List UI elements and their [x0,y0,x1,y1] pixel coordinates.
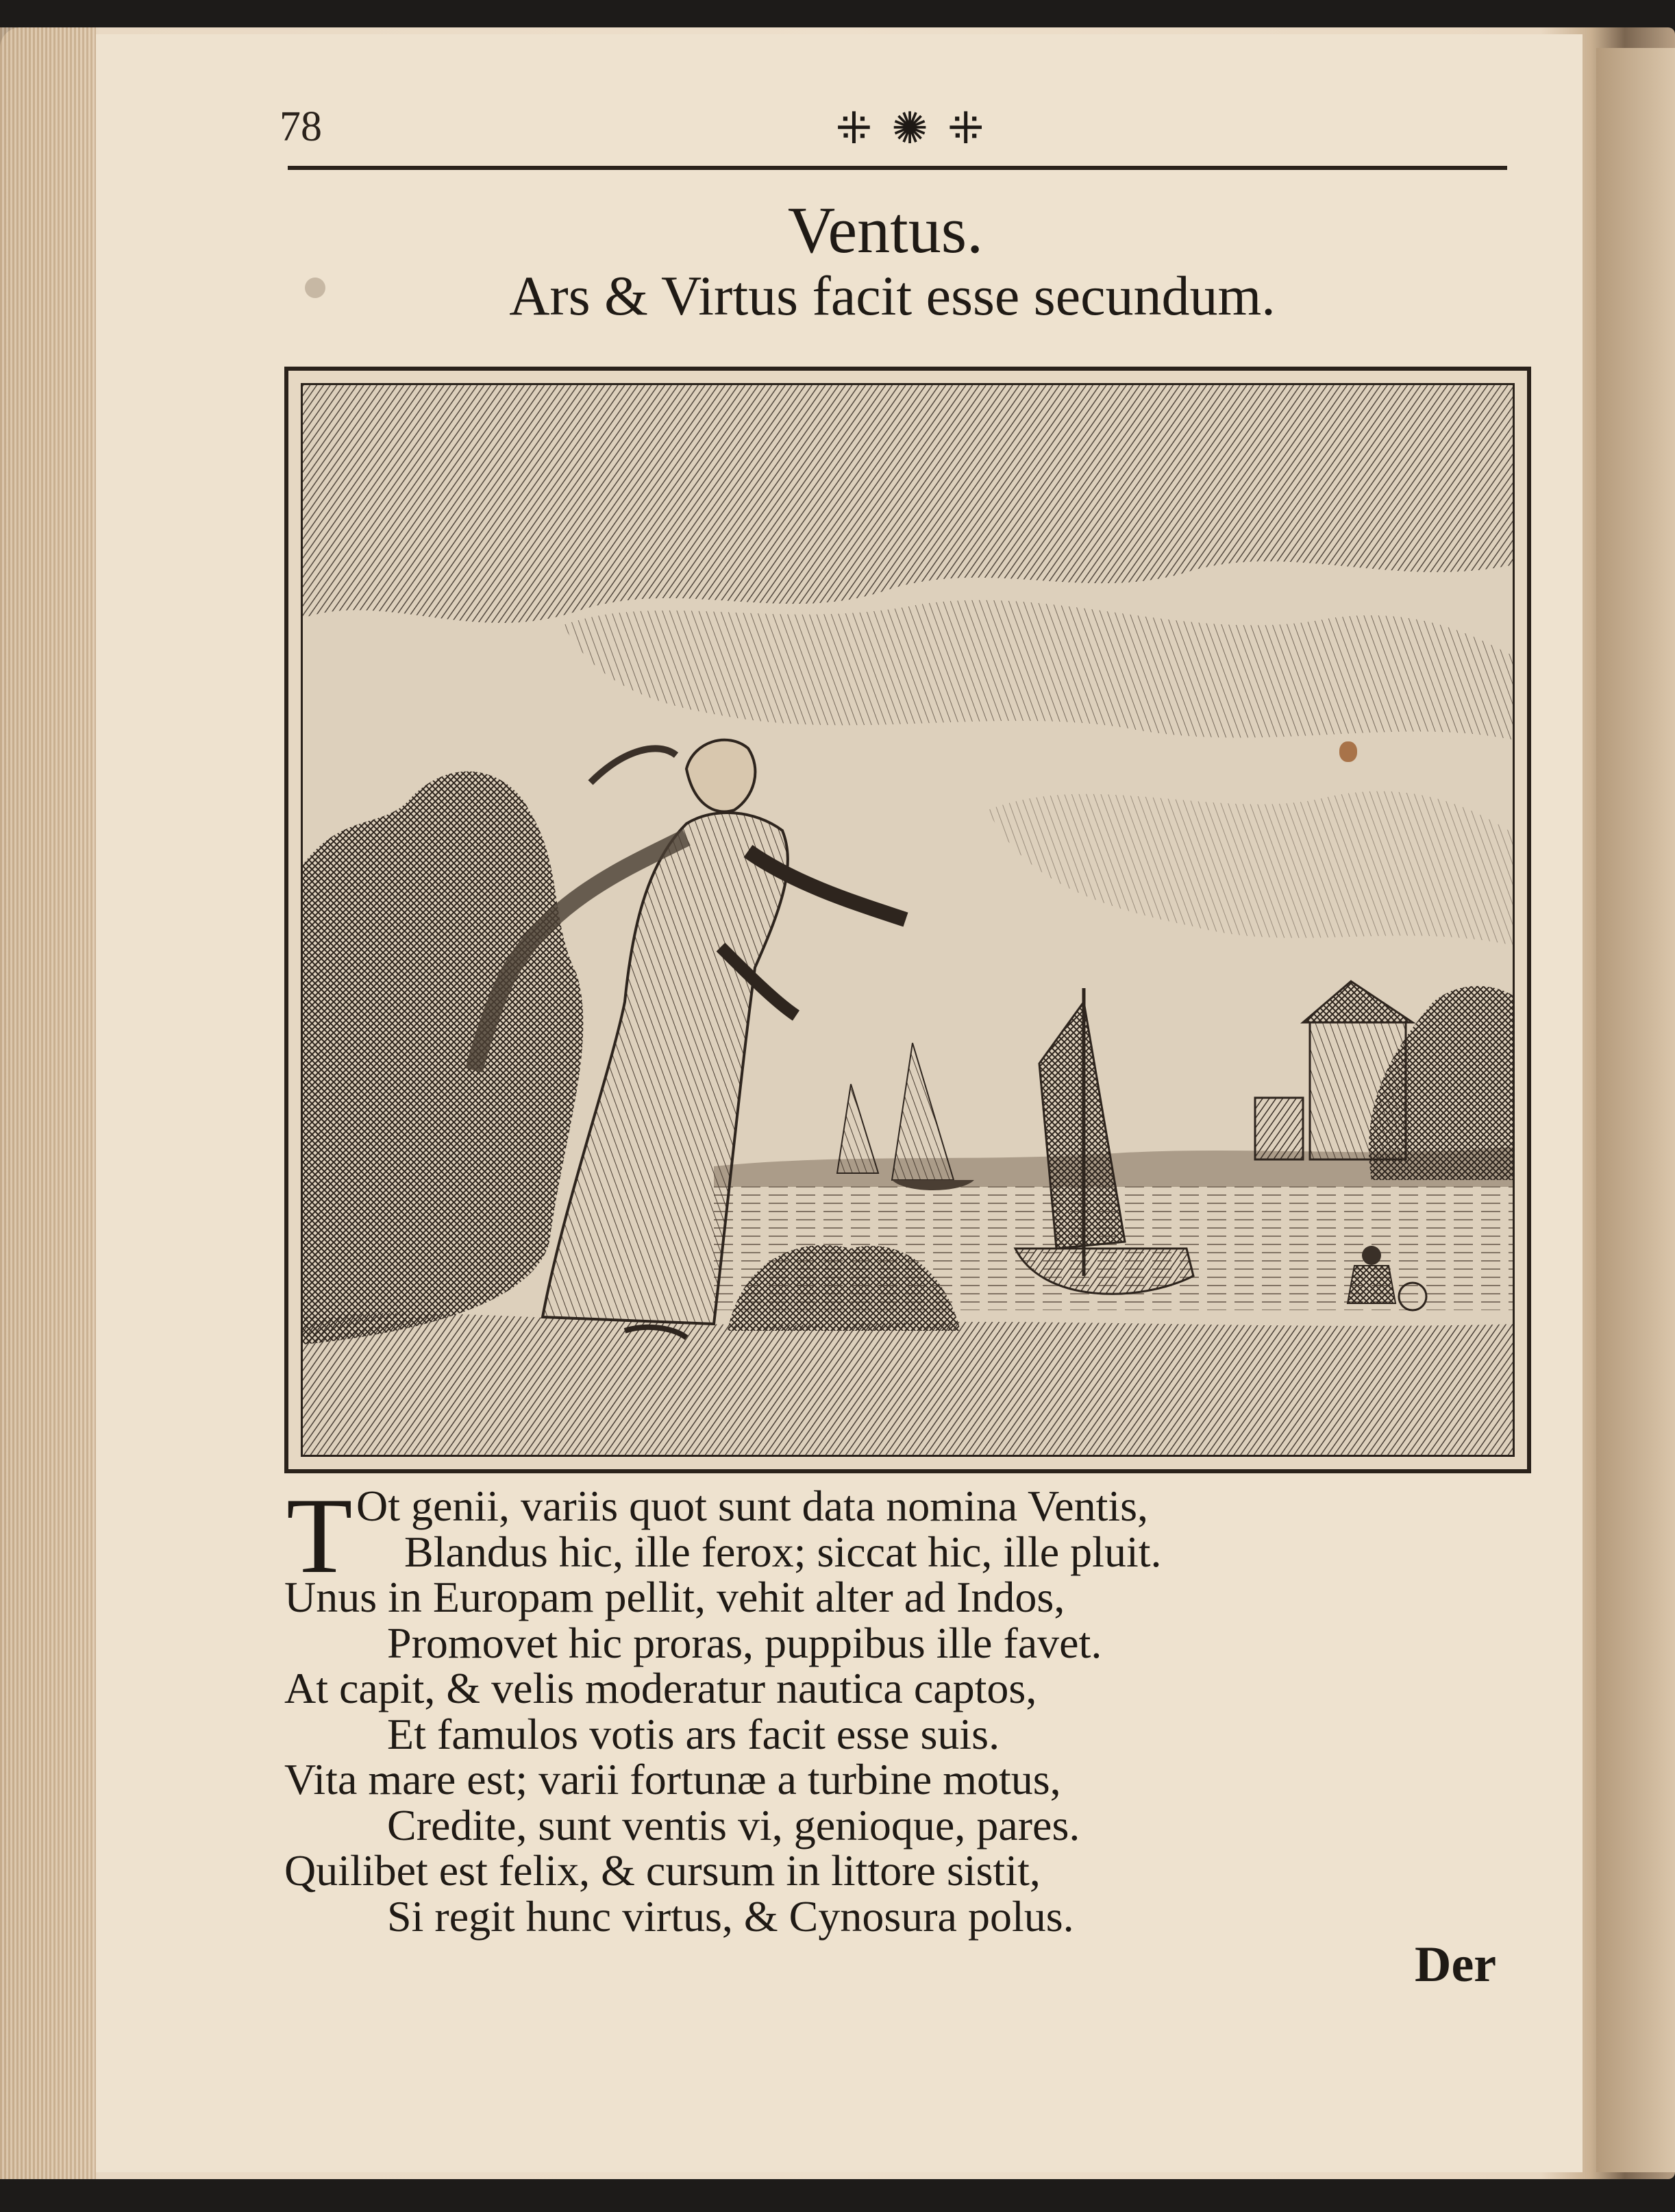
poem-line: Unus in Europam pellit, vehit alter ad Indos, [284,1573,1065,1621]
foreground-ground [303,1313,1515,1457]
poem [284,1476,1312,1941]
adjacent-page-edge [1596,48,1675,2172]
engraving-plate [301,383,1515,1457]
engraving-illustration [284,367,1531,1473]
poem-line: Blandus hic, ille ferox; siccat hic, ille pluit. [404,1527,1162,1576]
ornament-right: ⁜ [947,104,987,153]
poem-line: At capit, & velis moderatur nautica captos, [284,1664,1037,1712]
tree-left [303,772,583,1344]
poem-line: Promovet hic proras, puppibus ille favet. [387,1618,1102,1667]
drop-cap: T [286,1476,353,1596]
paper-stain [1339,741,1357,762]
header-ornament [788,101,1034,156]
page-number: 78 [280,103,322,150]
ornament-left: ⁜ [835,104,876,153]
ink-smudge [305,278,325,298]
engraving-scene [303,385,1515,1457]
page-edges [0,27,96,2179]
poem-line: Quilibet est felix, & cursum in littore sistit, [284,1846,1041,1895]
poem-line: Vita mare est; varii fortunæ a turbine motus, [284,1755,1061,1804]
poem-line: Si regit hunc virtus, & Cynosura polus. [387,1891,1074,1941]
ornament-center: ✺ [891,104,931,153]
poem-line: Credite, sunt ventis vi, genioque, pares. [387,1800,1080,1850]
catchword: Der [1415,1937,1497,1993]
header-rule [288,166,1507,170]
page-title: Ventus. [787,193,984,267]
poem-line: Ot genii, variis quot sunt data nomina Ventis, [356,1482,1149,1530]
motto: Ars & Virtus facit esse secundum. [509,265,1276,327]
poem-line: Et famulos votis ars facit esse suis. [387,1709,1000,1758]
